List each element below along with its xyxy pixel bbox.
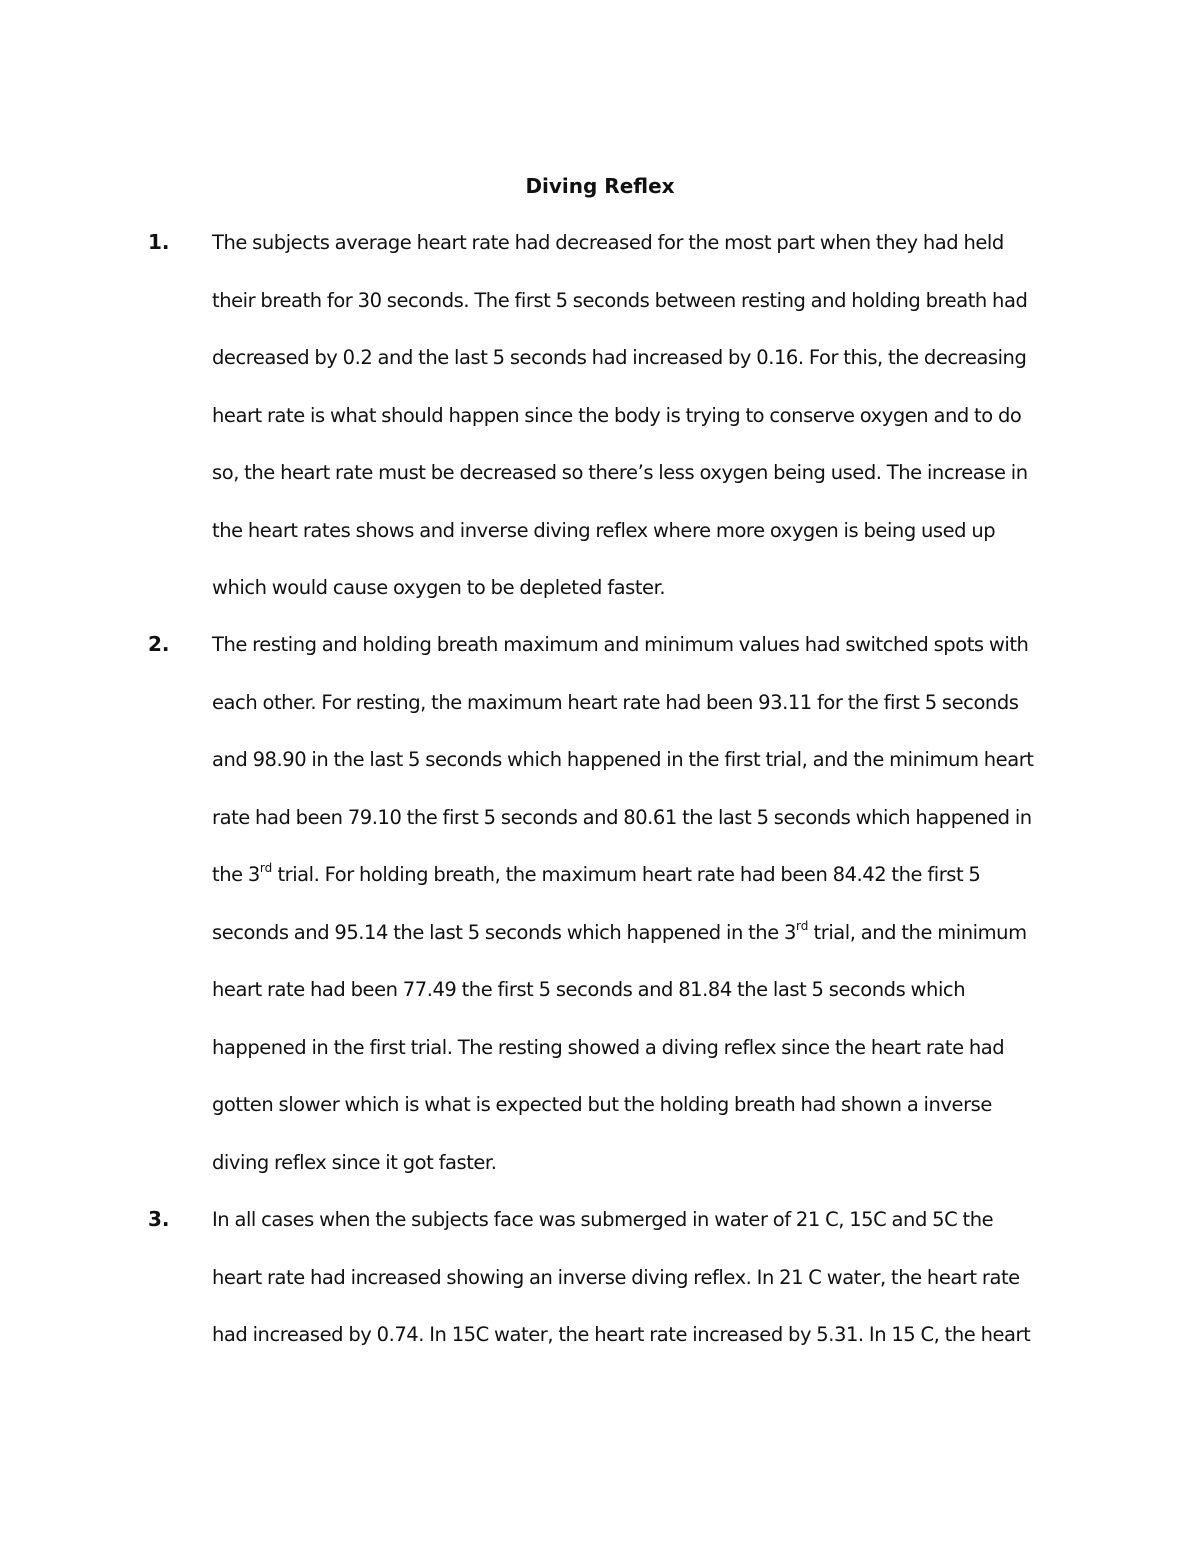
text-line: decreased by 0.2 and the last 5 seconds had increased by 0.16. For this, the decreasing (212, 346, 1027, 369)
text-line: rate had been 79.10 the first 5 seconds and 80.61 the last 5 seconds which happened in (212, 805, 1032, 829)
text-line: happened in the first trial. The resting showed a diving reflex since the heart rate had (212, 1035, 1005, 1059)
text-line: The resting and holding breath maximum and minimum values had switched spots with (212, 633, 1029, 656)
text-line: gotten slower which is what is expected but the holding breath had shown a inverse (212, 1093, 992, 1116)
text-line: diving reflex since it got faster. (212, 1150, 497, 1174)
text-line: the heart rates shows and inverse diving reflex where more oxygen is being used up (212, 518, 996, 542)
text-line: which would cause oxygen to be depleted faster. (212, 576, 666, 599)
ordinal-superscript: rd (259, 861, 273, 875)
text-segment: the 3 (212, 863, 260, 886)
text-line: their breath for 30 seconds. The first 5 seconds between resting and holding breath had (212, 288, 1028, 312)
text-line: In all cases when the subjects face was submerged in water of 21 C, 15C and 5C the (212, 1208, 994, 1231)
list-item-number: 3. (148, 1207, 170, 1231)
text-line: heart rate had increased showing an inverse diving reflex. In 21 C water, the heart rate (212, 1265, 1020, 1289)
text-segment: trial, and the minimum (808, 920, 1027, 944)
text-segment: trial. For holding breath, the maximum heart rate had been 84.42 the first 5 (272, 863, 981, 886)
text-line: heart rate had been 77.49 the first 5 seconds and 81.84 the last 5 seconds which (212, 978, 966, 1001)
text-line (212, 846, 980, 904)
text-segment: seconds and 95.14 the last 5 seconds which happened in the 3 (212, 920, 796, 944)
text-line: had increased by 0.74. In 15C water, the heart rate increased by 5.31. In 15 C, the heart (212, 1323, 1031, 1346)
document-title: Diving Reflex (525, 174, 675, 198)
text-line: so, the heart rate must be decreased so there’s less oxygen being used. The increase in (212, 461, 1028, 484)
ordinal-superscript: rd (795, 918, 809, 933)
list-item-number: 1. (148, 230, 170, 254)
text-line (212, 904, 1027, 962)
text-line: heart rate is what should happen since the body is trying to conserve oxygen and to do (212, 403, 1022, 427)
text-line: and 98.90 in the last 5 seconds which happened in the first trial, and the minimum heart (212, 748, 1034, 771)
list-item-number: 2. (148, 632, 170, 656)
text-line: each other. For resting, the maximum heart rate had been 93.11 for the first 5 seconds (212, 690, 1019, 714)
text-line: The subjects average heart rate had decreased for the most part when they had held (212, 231, 1004, 254)
